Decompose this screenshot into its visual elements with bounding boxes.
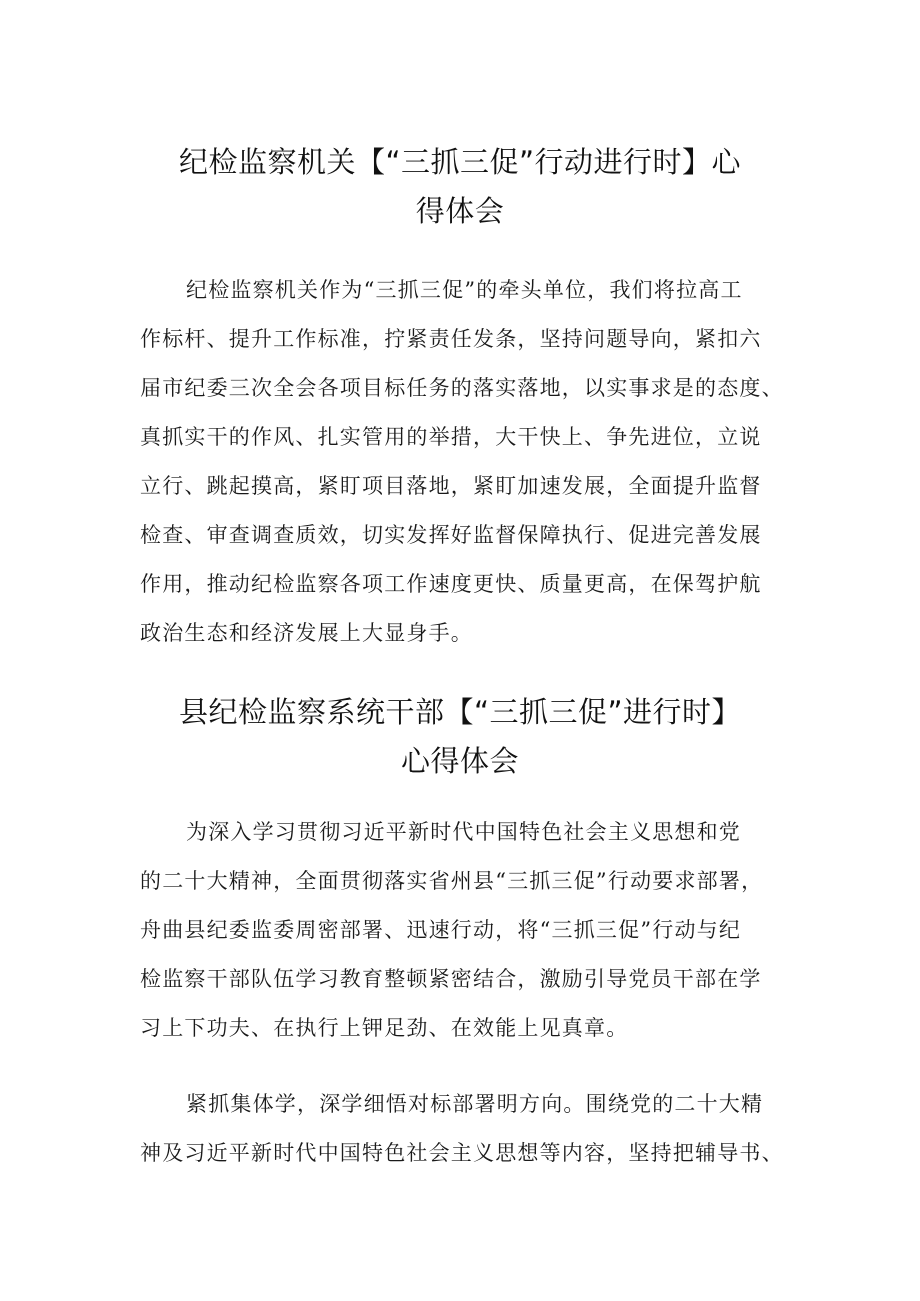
text-line: 真抓实干的作风、扎实管用的举措，大干快上、争先进位，立说	[140, 425, 762, 449]
text-line: 立行、跳起摸高，紧盯项目落地，紧盯加速发展，全面提升监督	[140, 474, 762, 498]
section-1-title	[140, 138, 780, 236]
title-line: 县纪检监察系统干部【“三抓三促”进行时】	[178, 695, 742, 729]
section-1-paragraph-1	[140, 266, 784, 658]
section-2-title	[140, 688, 780, 786]
title-line: 纪检监察机关【“三抓三促”行动进行时】心	[178, 145, 742, 179]
text-line: 习上下功夫、在执行上钾足劲、在效能上见真章。	[140, 1016, 629, 1040]
text-line: 检监察干部队伍学习教育整顿紧密结合，激励引导党员干部在学	[140, 967, 762, 991]
text-line: 检查、审查调查质效，切实发挥好监督保障执行、促进完善发展	[140, 523, 762, 547]
title-line: 心得体会	[400, 744, 519, 778]
text-line: 为深入学习贯彻习近平新时代中国特色社会主义思想和党	[186, 820, 741, 844]
text-line: 神及习近平新时代中国特色社会主义思想等内容，坚持把辅导书、	[140, 1141, 784, 1165]
text-line: 届市纪委三次全会各项目标任务的落实落地，以实事求是的态度、	[140, 376, 784, 400]
section-2-paragraph-1	[140, 808, 784, 1053]
text-line: 舟曲县纪委监委周密部署、迅速行动，将“三抓三促”行动与纪	[140, 918, 742, 942]
text-line: 纪检监察机关作为“三抓三促”的牵头单位，我们将拉高工	[186, 278, 743, 302]
title-line: 得体会	[415, 194, 505, 228]
text-line: 政治生态和经济发展上大显身手。	[140, 621, 473, 645]
text-line: 紧抓集体学，深学细悟对标部署明方向。围绕党的二十大精	[186, 1092, 764, 1116]
text-line: 作用，推动纪检监察各项工作速度更快、质量更高，在保驾护航	[140, 572, 762, 596]
text-line: 的二十大精神，全面贯彻落实省州县“三抓三促”行动要求部署，	[140, 869, 764, 893]
section-2-paragraph-2	[140, 1080, 784, 1178]
text-line: 作标杆、提升工作标准，拧紧责任发条，坚持问题导向，紧扣六	[140, 327, 762, 351]
